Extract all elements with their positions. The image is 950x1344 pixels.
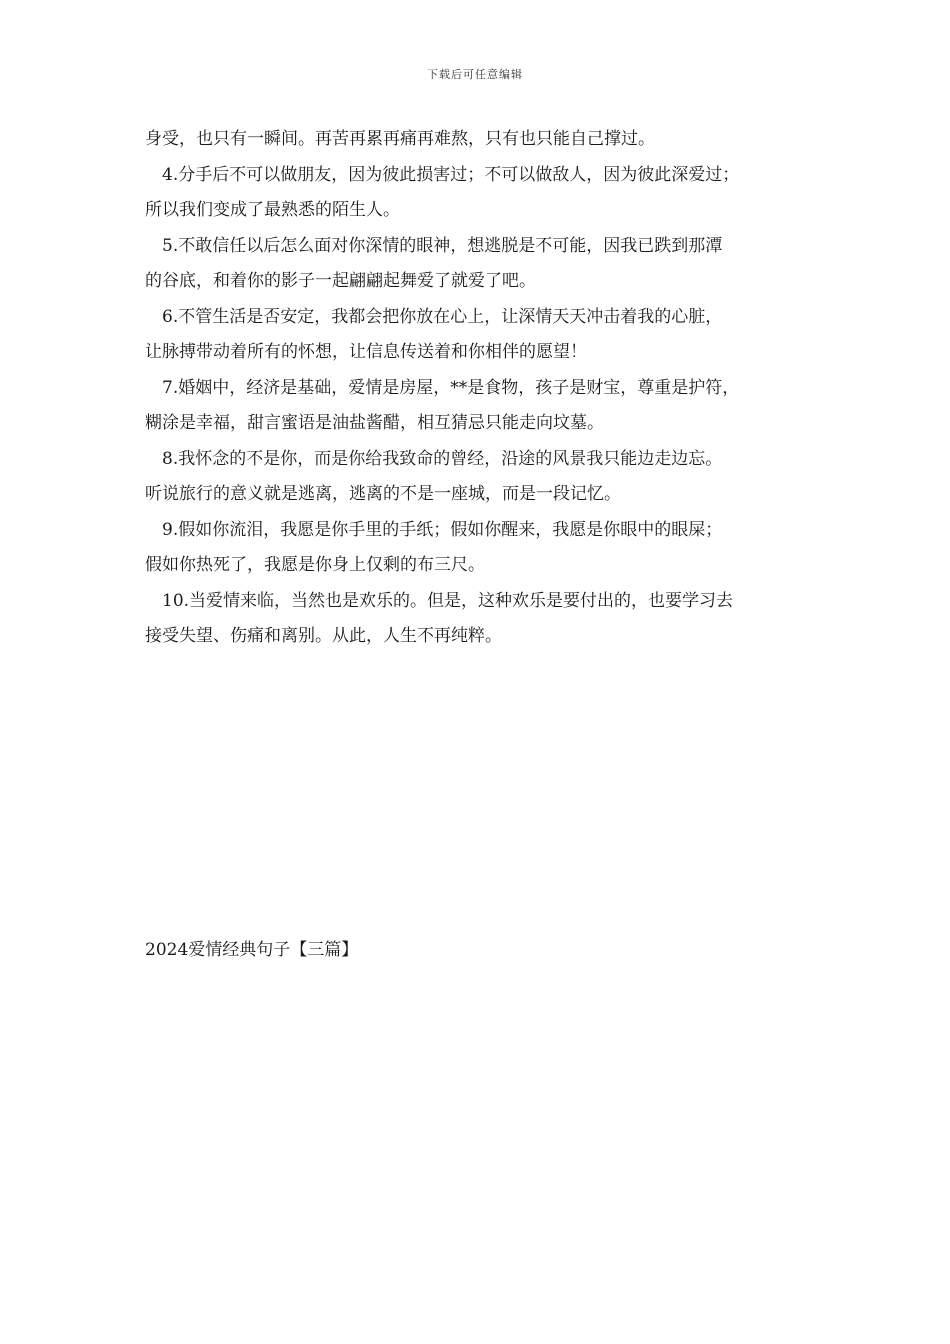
paragraph-line: 的谷底，和着你的影子一起翩翩起舞爱了就爱了吧。: [145, 271, 536, 291]
paragraph-line: 8.我怀念的不是你，而是你给我致命的曾经，沿途的风景我只能边走边忘。: [162, 448, 723, 469]
paragraph-line: 假如你热死了，我愿是你身上仅剩的布三尺。: [145, 555, 485, 575]
paragraph-line: 5.不敢信任以后怎么面对你深情的眼神，想逃脱是不可能，因我已跌到那潭: [162, 235, 723, 256]
section-heading: 2024爱情经典句子【三篇】: [145, 940, 359, 960]
paragraph-line: 10.当爱情来临，当然也是欢乐的。但是，这种欢乐是要付出的，也要学习去: [162, 590, 734, 611]
paragraph-line: 所以我们变成了最熟悉的陌生人。: [145, 200, 400, 220]
paragraph-line: 让脉搏带动着所有的怀想，让信息传送着和你相伴的愿望！: [145, 342, 587, 362]
document-body: [145, 122, 825, 655]
paragraph-line: 接受失望、伤痛和离别。从此，人生不再纯粹。: [145, 626, 502, 646]
paragraph-line: 糊涂是幸福，甜言蜜语是油盐酱醋，相互猜忌只能走向坟墓。: [145, 413, 604, 433]
paragraph-line: 听说旅行的意义就是逃离，逃离的不是一座城，而是一段记忆。: [145, 484, 621, 504]
paragraph-line: 6.不管生活是否安定，我都会把你放在心上，让深情天天冲击着我的心脏，: [162, 306, 723, 327]
paragraph-line: 身受，也只有一瞬间。再苦再累再痛再难熬，只有也只能自己撑过。: [145, 129, 655, 149]
paragraph-line: 7.婚姻中，经济是基础，爱情是房屋，**是食物，孩子是财宝，尊重是护符，: [162, 377, 740, 398]
page-header: 下载后可任意编辑: [427, 68, 523, 81]
paragraph-line: 4.分手后不可以做朋友，因为彼此损害过；不可以做敌人，因为彼此深爱过；: [162, 164, 740, 185]
paragraph-line: 9.假如你流泪，我愿是你手里的手纸；假如你醒来，我愿是你眼中的眼屎；: [162, 519, 723, 540]
